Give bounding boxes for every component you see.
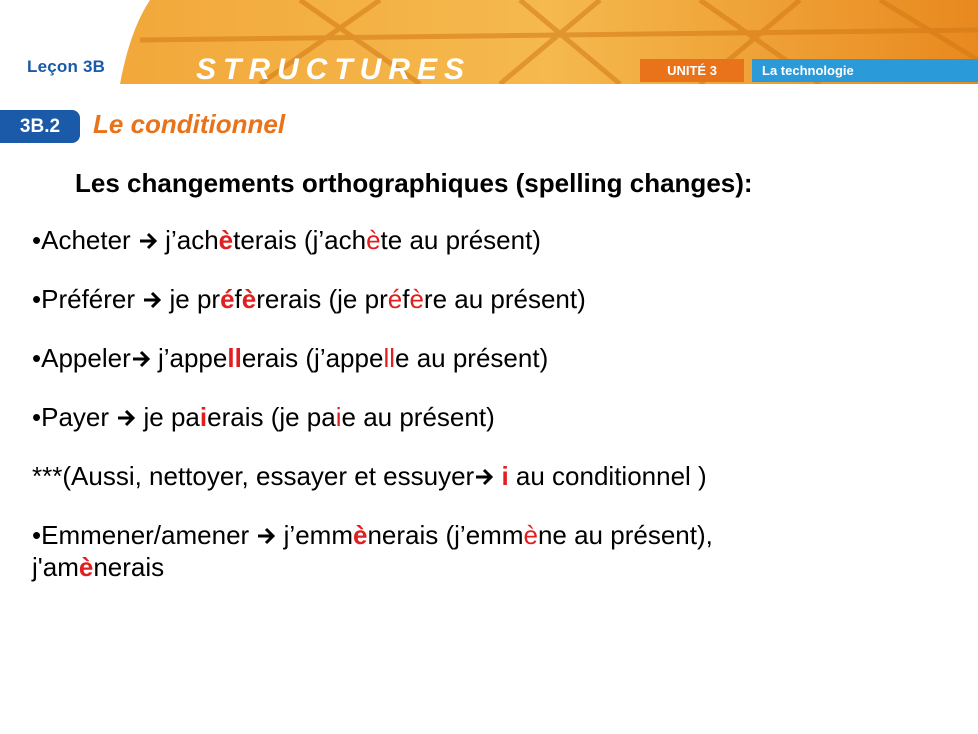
arrow-right-icon — [116, 407, 136, 429]
structures-title: STRUCTURES — [196, 53, 472, 86]
list-item-emmener: •Emmener/amener j’emmènerais (j’emmène au présent), j'amènerais — [32, 520, 713, 582]
arrow-right-icon — [138, 230, 158, 252]
list-item-appeler: •Appeler j’appellerais (j’appelle au présent) — [32, 343, 549, 373]
unit-tab: UNITÉ 3 — [640, 59, 744, 82]
lesson-label: Leçon 3B — [27, 57, 106, 76]
verb: Appeler — [41, 343, 131, 373]
content-list — [32, 224, 942, 610]
arrow-right-icon — [142, 289, 162, 311]
list-item-note: ***(Aussi, nettoyer, essayer et essuyer i au conditionnel ) — [32, 461, 707, 491]
bullet: • — [32, 225, 42, 255]
bullet: • — [32, 284, 42, 314]
arrow-right-icon — [256, 525, 276, 547]
verb: Préférer — [41, 284, 136, 314]
bullet: • — [32, 402, 42, 432]
verb: Emmener/amener — [41, 520, 250, 550]
verb: Payer — [41, 402, 110, 432]
bullet: • — [32, 520, 42, 550]
theme-tab: La technologie — [752, 59, 978, 82]
arrow-right-icon — [131, 348, 151, 370]
section-title: Le conditionnel — [93, 109, 286, 139]
list-item-preferer: •Préférer je préfèrerais (je préfère au présent) — [32, 284, 586, 314]
list-item-acheter: •Acheter j’achèterais (j’achète au présent) — [32, 225, 541, 255]
arrow-right-icon — [474, 466, 494, 488]
verb: Acheter — [41, 225, 131, 255]
section-number-badge: 3B.2 — [0, 110, 80, 143]
list-item-payer: •Payer je paierais (je paie au présent) — [32, 402, 495, 432]
bullet: • — [32, 343, 42, 373]
content-heading: Les changements orthographiques (spelling changes): — [75, 168, 753, 198]
